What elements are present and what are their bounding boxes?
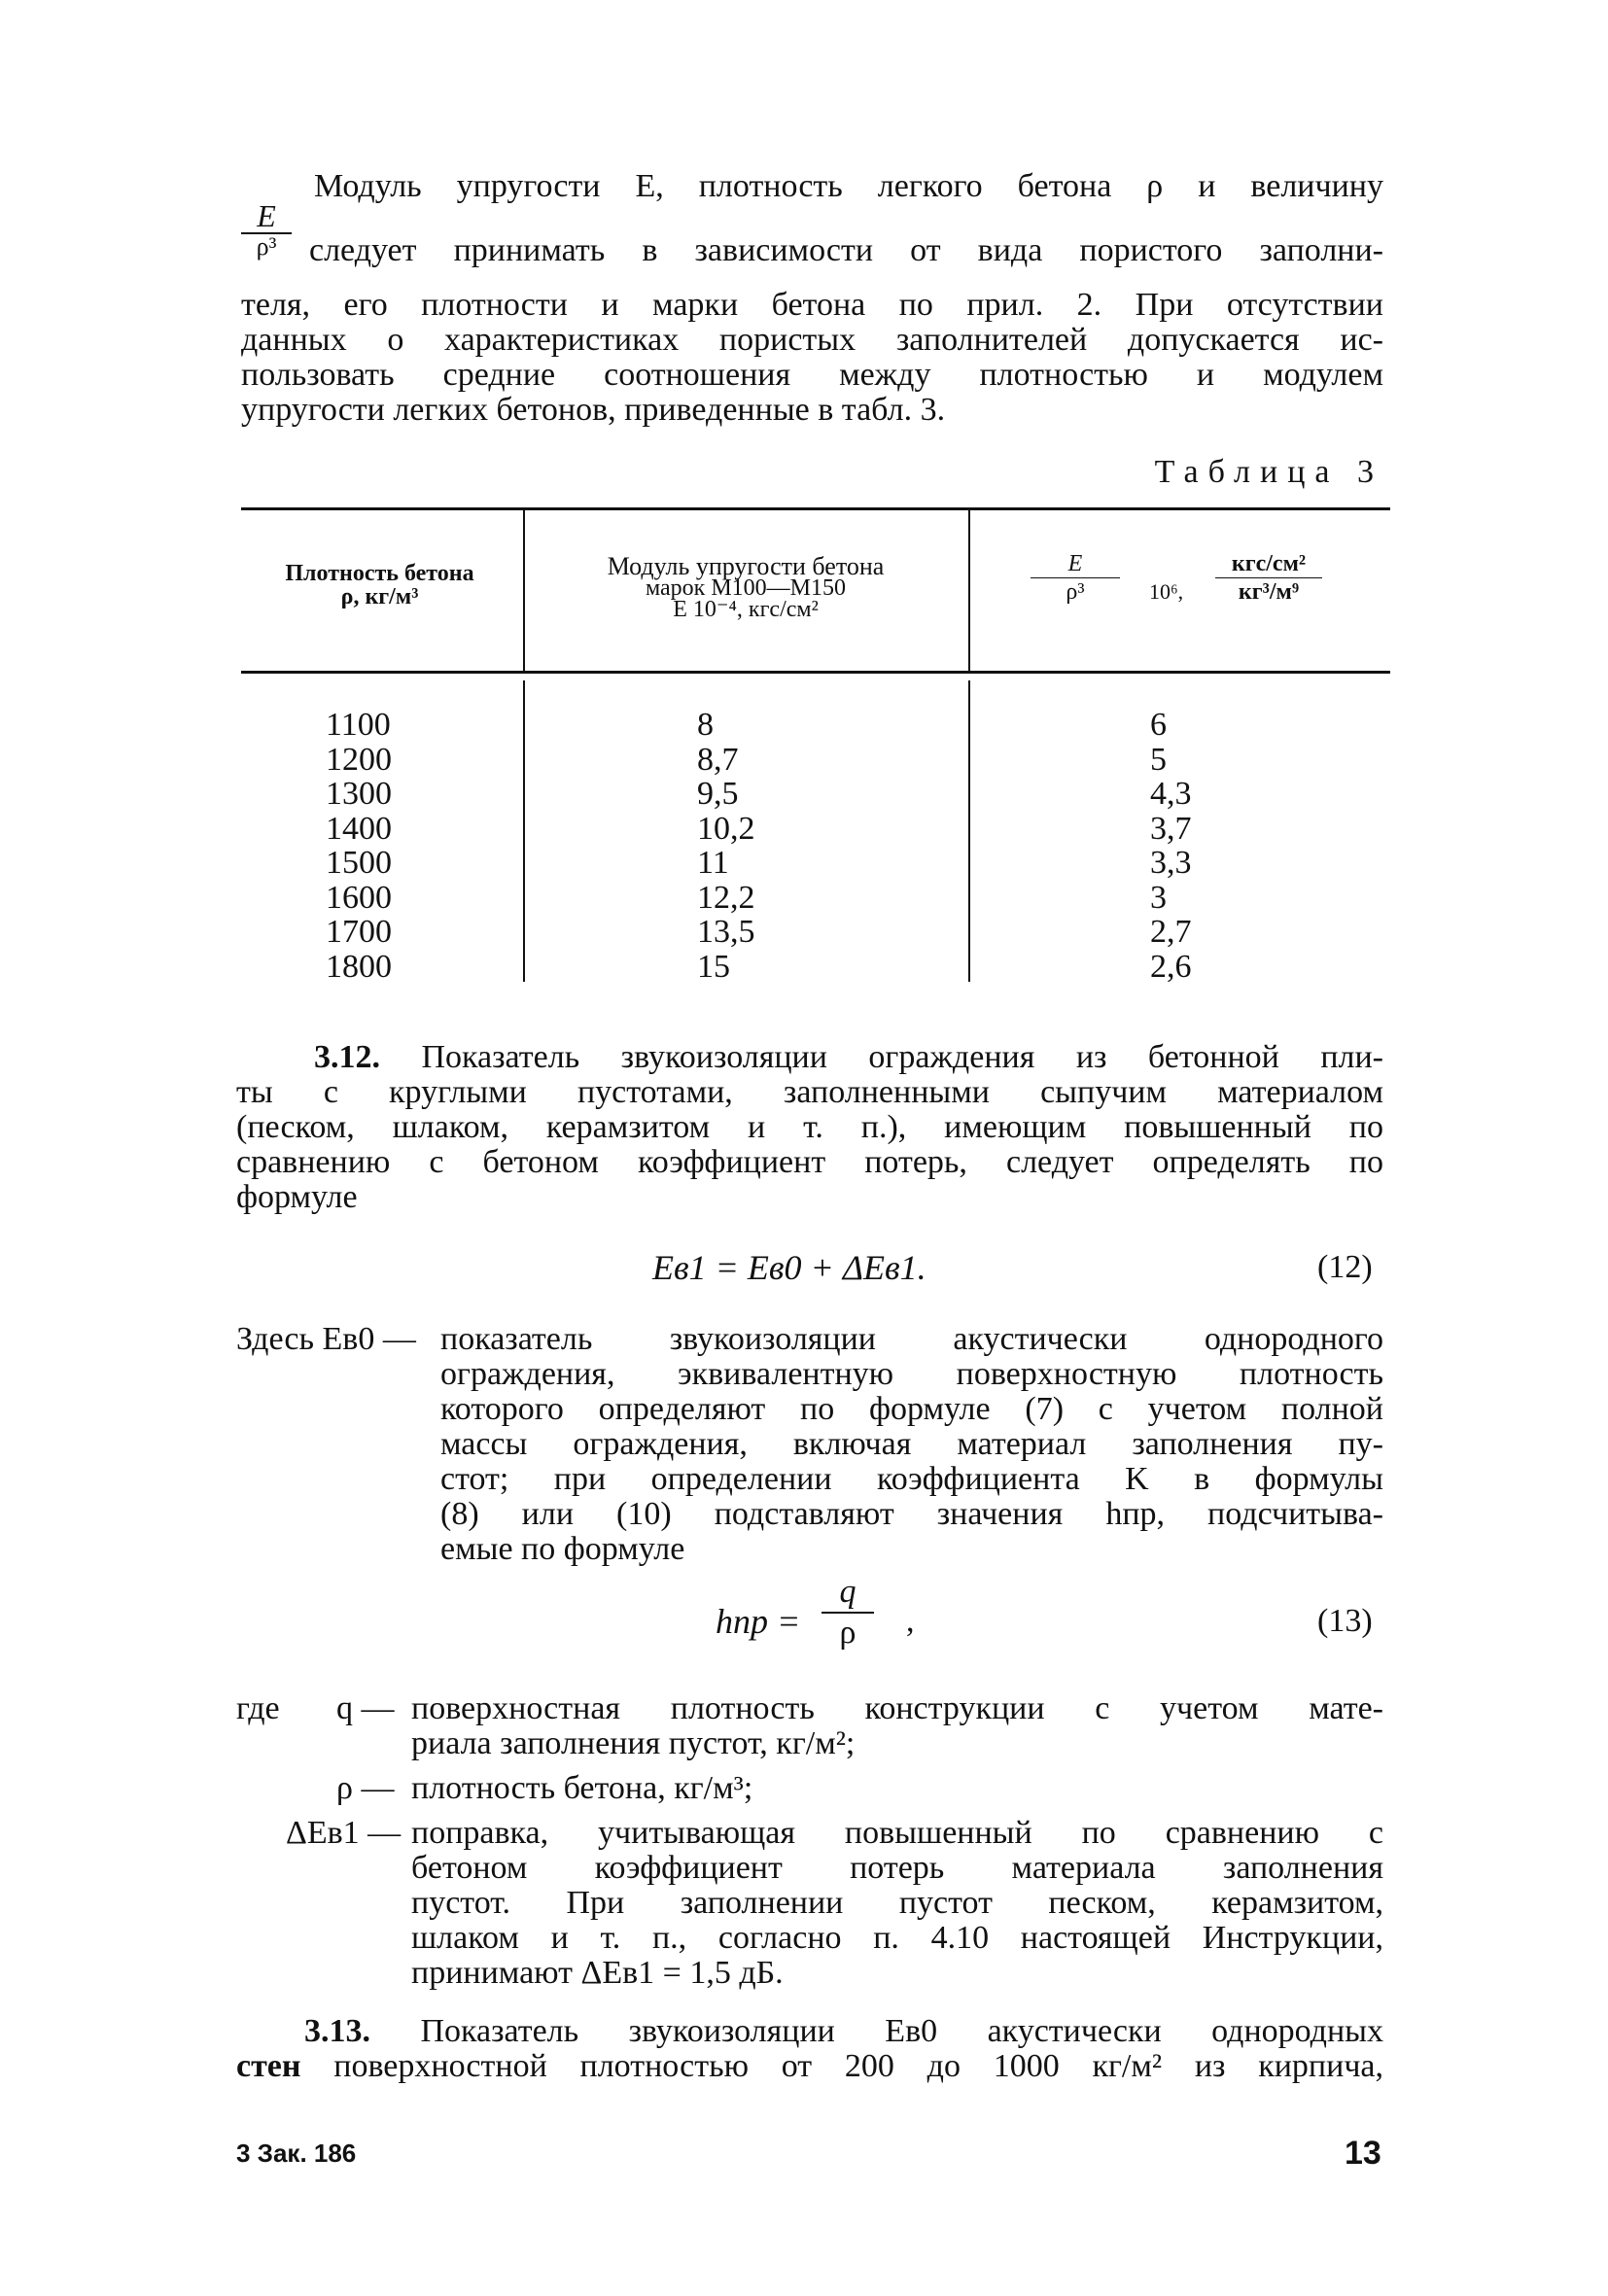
here-line-1: показатель звукоизоляции акустически однородного [440, 1321, 1383, 1357]
def-delta-line-4: шлаком и т. п., согласно п. 4.10 настоящей Инструкции, [411, 1920, 1383, 1956]
formula-12: Eв1 = Eв0 + ΔEв1. [652, 1248, 926, 1287]
formula-13-lhs: hпр = [716, 1602, 801, 1641]
col1-header [241, 562, 518, 609]
section-number: 3.13. [304, 2013, 370, 2049]
table-cell: 1800 [326, 948, 392, 985]
col3-unit-numerator: кгс/см² [1231, 551, 1307, 576]
intro-line-3: теля, его плотности и марки бетона по прил. 2. При отсутствии [241, 287, 1383, 323]
def-delta-symbol: ΔEв1 — [286, 1815, 402, 1851]
table-cell: 4,3 [1150, 776, 1192, 812]
col3-fraction-numerator: E [1067, 551, 1083, 576]
intro-fraction-e-over-rho3 [241, 199, 292, 260]
table-cell: 1700 [326, 914, 392, 950]
table-cell: 8,7 [697, 741, 739, 778]
table-cell: 3,7 [1150, 810, 1192, 847]
table-col-divider-1-body [523, 680, 525, 982]
def-delta-line-3: пустот. При заполнении пустот песком, керамзитом, [411, 1885, 1383, 1921]
here-line-4: массы ограждения, включая материал заполнения пу- [440, 1426, 1383, 1462]
def-delta-line-2: бетоном коэффициент потерь материала заполнения [411, 1850, 1383, 1886]
table-cell: 13,5 [697, 914, 755, 950]
section-3-13-line-1 [304, 2014, 1383, 2049]
intro-line-1: Модуль упругости E, плотность легкого бетона ρ и величину [314, 168, 1383, 204]
table-col-density [326, 708, 392, 984]
table-cell: 15 [697, 948, 730, 985]
fraction-numerator: E [257, 198, 276, 233]
table-header-rule [241, 671, 1390, 674]
table-col-modulus [697, 708, 755, 984]
formula-13-comma: , [906, 1603, 915, 1639]
col1-header-line-1: Плотность бетона [285, 561, 474, 586]
table-cell: 10,2 [697, 810, 755, 847]
table-title: Таблица 3 [1154, 454, 1383, 490]
section-number: 3.12. [314, 1039, 380, 1075]
table-top-rule [241, 507, 1390, 510]
section-text-bold: стен [236, 2048, 301, 2084]
page-number: 13 [1345, 2135, 1381, 2172]
col1-header-line-2: ρ, кг/м³ [340, 584, 419, 609]
formula-12-number: (12) [1317, 1249, 1373, 1285]
intro-line-4: данных о характеристиках пористых заполнителей допускается ис- [241, 322, 1383, 358]
intro-line-2: следует принимать в зависимости от вида пористого заполни- [309, 232, 1383, 268]
formula-13-number: (13) [1317, 1603, 1373, 1639]
here-line-7: емые по формуле [440, 1531, 685, 1567]
here-line-5: стот; при определении коэффициента K в формулы [440, 1461, 1383, 1497]
col3-header-multiplier: 10⁶, [1149, 579, 1184, 604]
table-cell: 11 [697, 845, 729, 881]
col3-fraction-denominator: ρ³ [1066, 579, 1085, 605]
formula-13-denominator: ρ [839, 1615, 856, 1651]
table-cell: 1300 [326, 776, 392, 812]
col2-header [529, 552, 962, 622]
formula-13-fraction [821, 1573, 874, 1652]
table-cell: 6 [1150, 707, 1167, 743]
table-cell: 3 [1150, 879, 1167, 916]
fraction-denominator: ρ³ [256, 232, 277, 261]
here-line-3: которого определяют по формуле (7) с учетом полной [440, 1391, 1383, 1427]
table-cell: 5 [1150, 741, 1167, 778]
section-3-12-line-4: сравнению с бетоном коэффициент потерь, следует определять по [236, 1144, 1383, 1180]
section-3-12-line-3: (песком, шлаком, керамзитом и т. п.), имеющим повышенный по [236, 1109, 1383, 1145]
footer-order-number: 3 Зак. 186 [236, 2139, 357, 2168]
col3-header-unit [1215, 550, 1322, 606]
def-q-line-2: риала заполнения пустот, кг/м²; [411, 1725, 856, 1761]
section-text: Показатель звукоизоляции ограждения из бетонной пли- [421, 1039, 1383, 1075]
table-cell: 1600 [326, 879, 392, 916]
col2-header-line-1: Модуль упругости бетона [607, 552, 885, 580]
col3-header-fraction [1031, 550, 1120, 606]
where-label: где [236, 1690, 280, 1726]
formula-13-numerator: q [839, 1574, 856, 1610]
table-cell: 3,3 [1150, 845, 1192, 881]
col3-unit-denominator: кг³/м⁹ [1238, 579, 1300, 605]
table-cell: 1200 [326, 741, 392, 778]
table-cell: 9,5 [697, 776, 739, 812]
intro-line-5: пользовать средние соотношения между плотностью и модулем [241, 357, 1383, 393]
table-col-divider-1 [523, 510, 525, 671]
def-rho-symbol: ρ — [336, 1770, 395, 1806]
table-col-ratio [1150, 708, 1192, 984]
table-col-divider-2 [968, 510, 970, 671]
def-delta-line-1: поправка, учитывающая повышенный по сравнению с [411, 1815, 1383, 1851]
table-cell: 2,6 [1150, 948, 1192, 985]
table-col-divider-2-body [968, 680, 970, 982]
col2-header-line-3: E 10⁻⁴, кгс/см² [673, 597, 819, 622]
def-delta-line-5: принимают ΔEв1 = 1,5 дБ. [411, 1955, 784, 1991]
table-cell: 1100 [326, 707, 391, 743]
def-q-line-1: поверхностная плотность конструкции с учетом мате- [411, 1690, 1383, 1726]
here-line-2: ограждения, эквивалентную поверхностную плотность [440, 1356, 1383, 1392]
table-cell: 8 [697, 707, 714, 743]
section-3-12-line-5: формуле [236, 1179, 358, 1215]
table-cell: 1500 [326, 845, 392, 881]
section-text: поверхностной плотностью от 200 до 1000 кг/м² из кирпича, [333, 2048, 1384, 2084]
col2-header-line-2: марок M100—M150 [645, 575, 846, 601]
table-cell: 1400 [326, 810, 392, 847]
table-cell: 12,2 [697, 879, 755, 916]
section-3-12-line-1 [314, 1040, 1383, 1075]
intro-line-6: упругости легких бетонов, приведенные в табл. 3. [241, 392, 946, 428]
section-3-13-line-2 [236, 2049, 1383, 2084]
here-line-6: (8) или (10) подставляют значения hпр, подсчитыва- [440, 1496, 1383, 1532]
col3-header [1031, 550, 1351, 628]
def-q-symbol: q — [336, 1690, 395, 1726]
table-cell: 2,7 [1150, 914, 1192, 950]
section-3-12-line-2: ты с круглыми пустотами, заполненными сыпучим материалом [236, 1074, 1383, 1110]
section-text: Показатель звукоизоляции Eв0 акустически однородных [420, 2013, 1383, 2049]
def-rho-line-1: плотность бетона, кг/м³; [411, 1770, 753, 1806]
here-label: Здесь Eв0 — [236, 1321, 416, 1357]
